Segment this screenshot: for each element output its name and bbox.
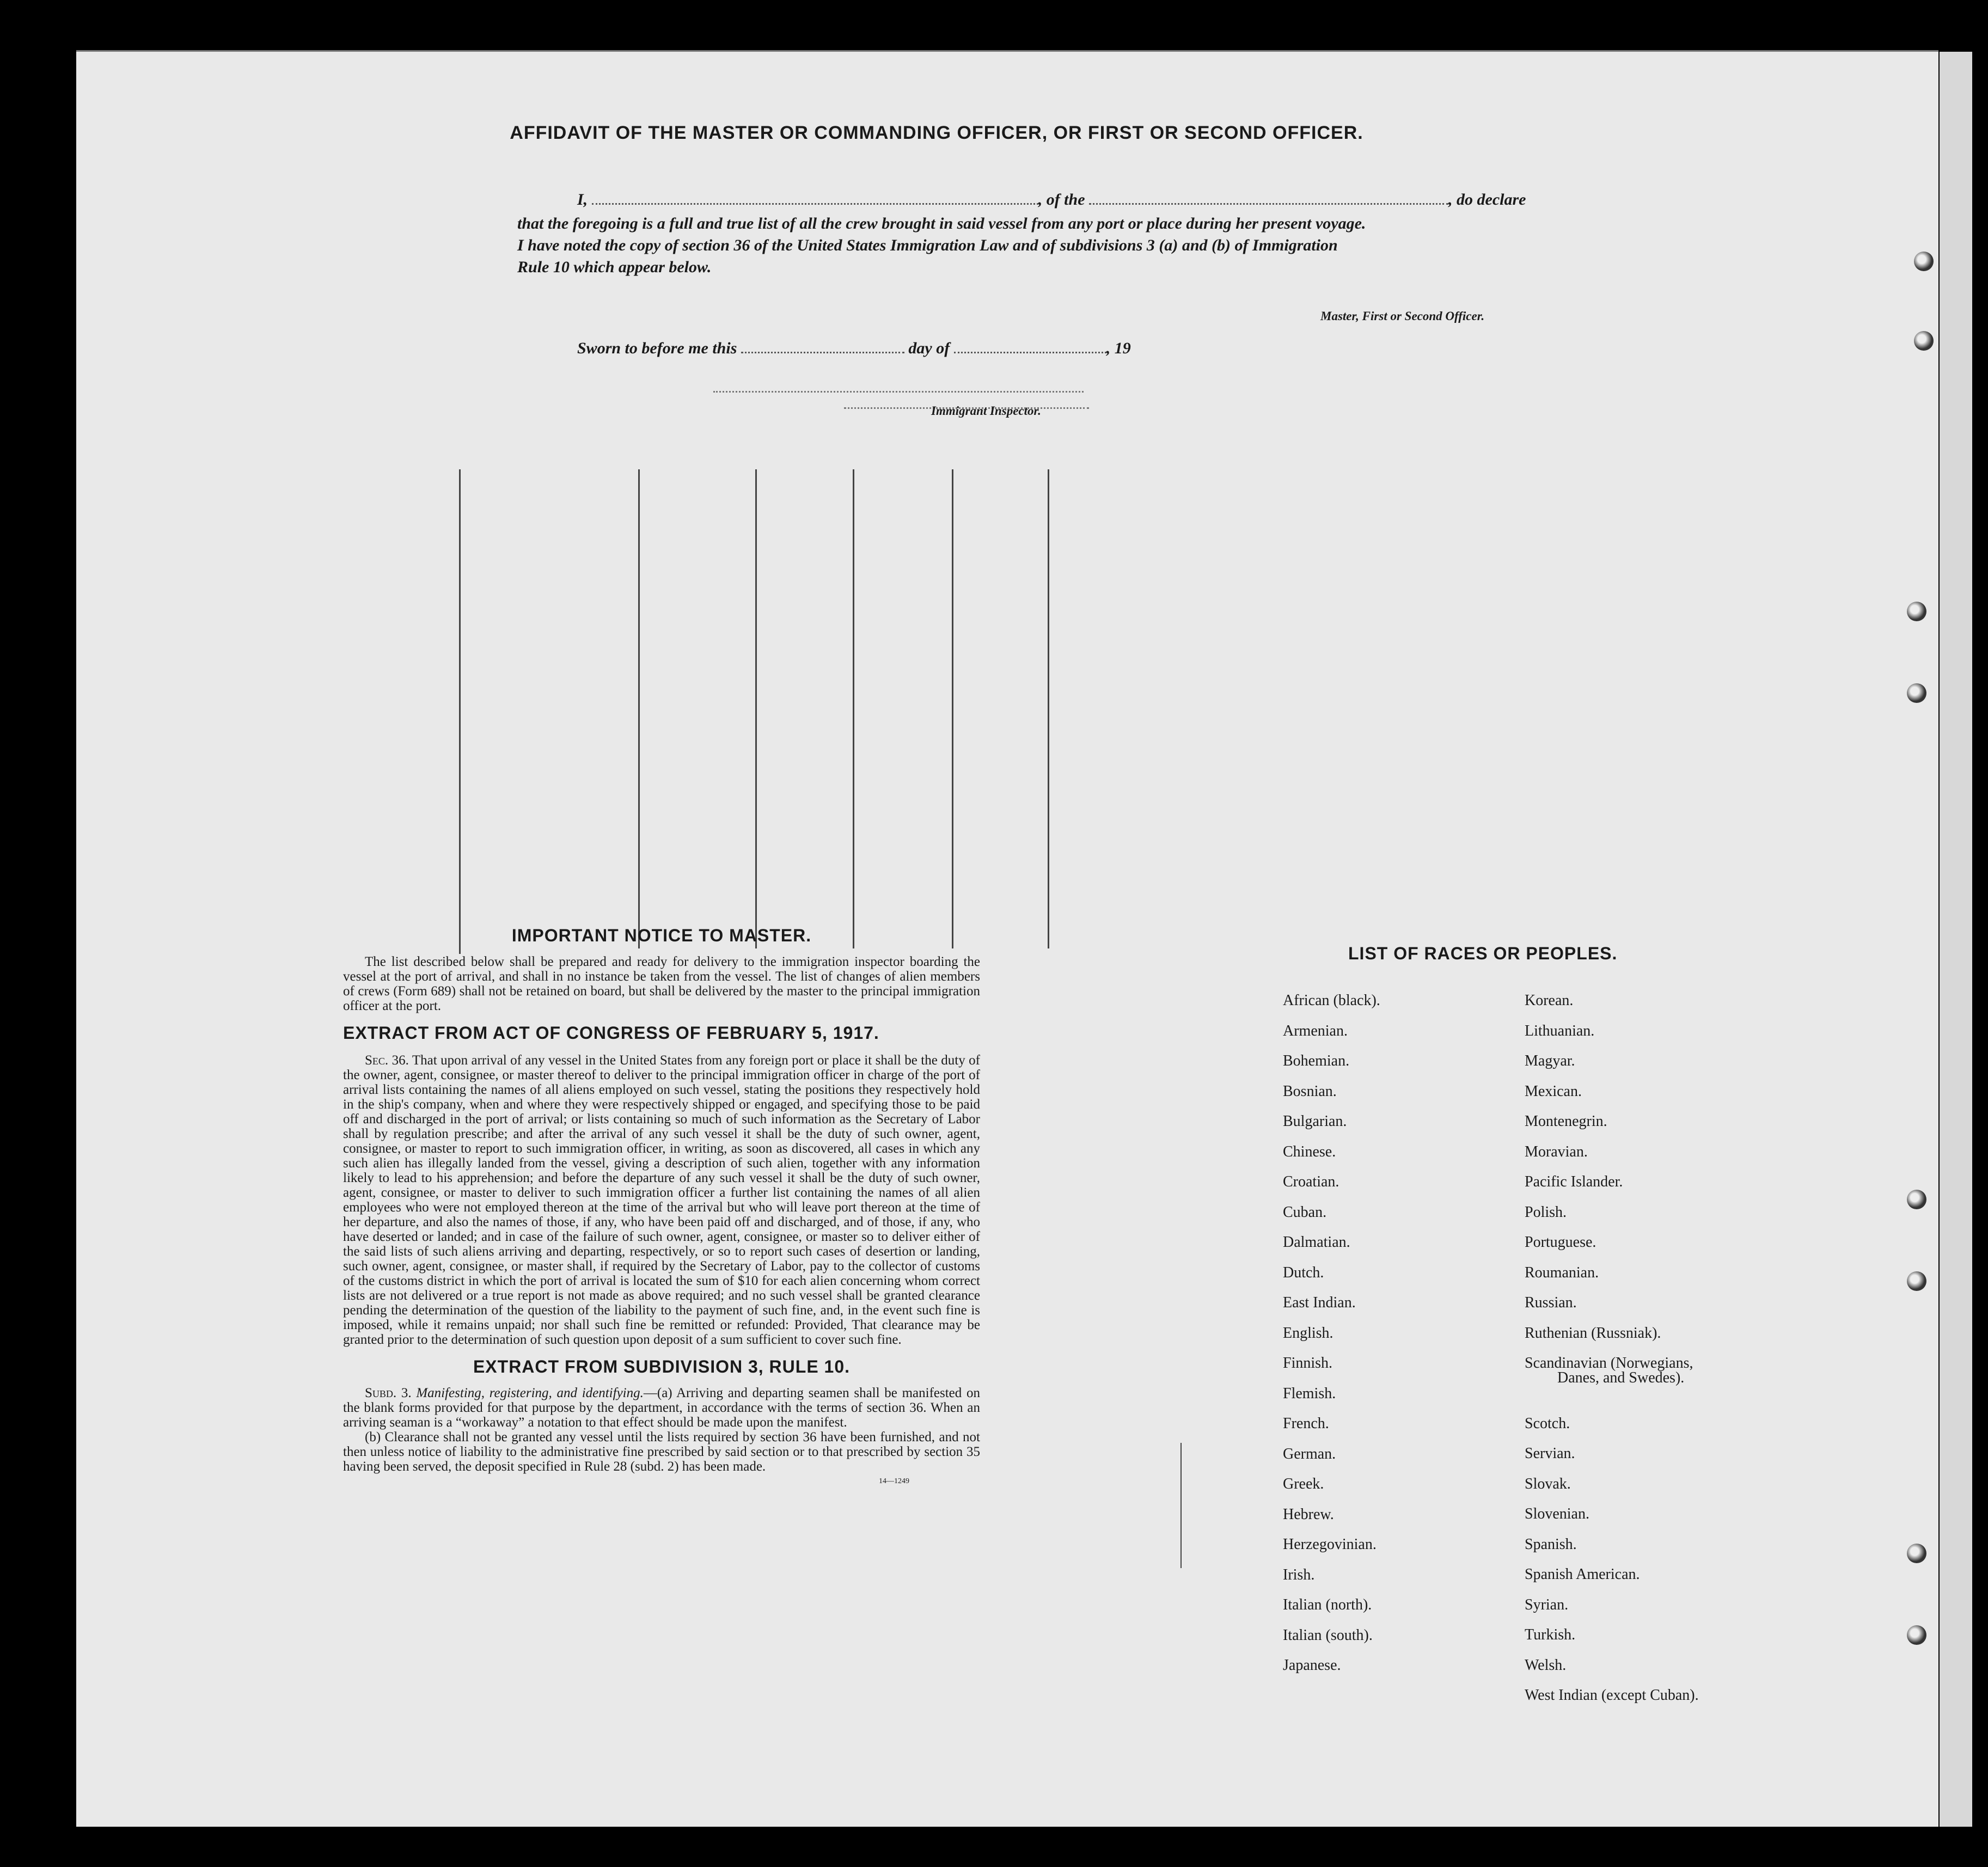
race-item: West Indian (except Cuban). xyxy=(1525,1687,1699,1704)
race-item: Croatian. xyxy=(1283,1173,1339,1190)
race-item: German. xyxy=(1283,1445,1336,1462)
races-title: LIST OF RACES OR PEOPLES. xyxy=(1348,944,1618,963)
affidavit-of-the: , of the xyxy=(1038,191,1085,209)
race-item: Danes, and Swedes). xyxy=(1557,1369,1685,1386)
year-label: , 19 xyxy=(1106,339,1131,357)
race-item: Scandinavian (Norwegians, xyxy=(1525,1355,1693,1372)
act-text xyxy=(343,1053,980,1347)
race-item: Bulgarian. xyxy=(1283,1113,1347,1130)
column-rule xyxy=(638,469,640,948)
race-item: Polish. xyxy=(1525,1203,1567,1221)
race-item: Moravian. xyxy=(1525,1143,1588,1160)
race-item: Armenian. xyxy=(1283,1022,1348,1039)
race-item: Japanese. xyxy=(1283,1657,1341,1674)
affidavit-line-2: that the foregoing is a full and true list of all the crew brought in said vessel from any port or place during her present voyage. xyxy=(517,215,1366,232)
race-item: Greek. xyxy=(1283,1476,1324,1492)
affidavit-line-4: Rule 10 which appear below. xyxy=(517,258,712,276)
race-item: Montenegrin. xyxy=(1525,1113,1607,1130)
act-body: That upon arrival of any vessel in the United States from any foreign port or place it shall be the duty of the owner, agent, consignee, or master thereof to deliver to the principal immigration officer in charge of the port of arrival lists containing the names of all aliens employed on such vessel, stating the positions they respectively hold in the ship's company, when and where they were respectively shipped or engaged, and specifying those to be paid off and discharged in the port of arrival; or lists containing so much of such information as the Secretary of Labor shall by regulation prescribe; and after the arrival of any such vessel it shall be the duty of such owner, agent, consignee, or master to report to such immigration officer, in writing, as soon as discovered, all cases in which any such alien has illegally landed from the vessel, giving a description of such alien, together with any information likely to lead to his apprehension; and before the departure of any such vessel it shall be the duty of such owner, agent, consignee, or master to deliver to such immigration officer a further list containing the names of all alien employees who were not employed thereon at the time of the arrival but who will leave port thereon at the time of her departure, and also the names of those, if any, who have been paid off and discharged, and of those, if any, who have deserted or landed; and in case of the failure of such owner, agent, consignee, or master so to deliver either of the said lists of such aliens arriving and departing, respectively, or so to report such cases of desertion or landing, such owner, agent, consignee, or master shall, if required by the Secretary of Labor, pay to the collector of customs of the customs district in which the port of arrival is located the sum of $10 for each alien concerning whom correct lists are not delivered or a true report is not made as above required; and no such vessel shall be granted clearance pending the determination of the question of the liability to the payment of such fine, and, in the event such fine is imposed, while it remains unpaid; nor shall such fine be remitted or refunded: Provided, That clearance may be granted prior to the determination of such question upon deposit of a sum sufficient to cover such fine. xyxy=(343,1053,980,1347)
race-item: Dutch. xyxy=(1283,1264,1324,1281)
race-item: Chinese. xyxy=(1283,1143,1336,1160)
column-rule xyxy=(1180,1443,1182,1568)
binding-hole-icon xyxy=(1907,1625,1926,1645)
race-item: Ruthenian (Russniak). xyxy=(1525,1324,1661,1342)
race-item: Bosnian. xyxy=(1283,1082,1337,1100)
day-of-label: day of xyxy=(908,339,950,357)
affidavit-title: AFFIDAVIT OF THE MASTER OR COMMANDING OFFICER, OR FIRST OR SECOND OFFICER. xyxy=(510,123,1363,143)
notice-text: The list described below shall be prepared and ready for delivery to the immigration inspector boarding the vessel at the port of arrival, and shall in no instance be taken from the vessel. The list of changes of alien members of crews (Form 689) shall not be retained on board, but shall be delivered by the master to the principal immigration officer at the port. xyxy=(343,954,980,1013)
race-item: Russian. xyxy=(1525,1294,1577,1311)
affidavit-line-3: I have noted the copy of section 36 of the United States Immigration Law and of subdivisions 3 (a) and (b) of Immigration xyxy=(517,236,1338,254)
race-item: Italian (south). xyxy=(1283,1626,1373,1644)
race-item: Welsh. xyxy=(1525,1656,1567,1674)
race-item: Slovak. xyxy=(1525,1475,1571,1492)
name-blank xyxy=(592,200,1038,205)
rule-text-b: (b) Clearance shall not be granted any vessel until the lists required by section 36 have been furnished, and not then unless notice of liability to the administrative fine prescribed by said section or to that prescribed by section 35 having been served, the deposit specified in Rule 28 (subd. 2) has been made. xyxy=(343,1430,980,1474)
binding-hole-icon xyxy=(1914,331,1934,351)
race-item: Bohemian. xyxy=(1283,1052,1350,1069)
act-title: EXTRACT FROM ACT OF CONGRESS OF FEBRUARY 5, 1917. xyxy=(343,1023,879,1043)
sworn-day-blank xyxy=(741,348,904,353)
binding-hole-icon xyxy=(1907,683,1926,703)
race-item: Portuguese. xyxy=(1525,1234,1596,1251)
affidavit-line-1 xyxy=(577,188,1579,212)
rule-title: EXTRACT FROM SUBDIVISION 3, RULE 10. xyxy=(473,1357,851,1376)
sheet-right-margin xyxy=(1940,52,1972,1827)
race-item: Syrian. xyxy=(1525,1596,1569,1613)
sworn-line xyxy=(577,336,1231,360)
affidavit-i-label: I, xyxy=(577,191,588,209)
race-item: Finnish. xyxy=(1283,1355,1333,1372)
notice-title: IMPORTANT NOTICE TO MASTER. xyxy=(511,926,812,945)
signature-label: Master, First or Second Officer. xyxy=(1320,309,1485,323)
vessel-blank xyxy=(1089,200,1448,205)
race-item: Herzegovinian. xyxy=(1283,1536,1377,1553)
race-item: East Indian. xyxy=(1283,1294,1356,1311)
race-item: Italian (north). xyxy=(1283,1596,1372,1613)
race-item: Roumanian. xyxy=(1525,1264,1599,1281)
inspector-signature-line xyxy=(713,391,1084,393)
race-item: English. xyxy=(1283,1324,1334,1342)
inspector-label: Immigrant Inspector. xyxy=(931,404,1041,418)
race-item: Slovenian. xyxy=(1525,1505,1589,1522)
sworn-month-blank xyxy=(954,348,1106,353)
race-item: Pacific Islander. xyxy=(1525,1173,1623,1190)
race-item: Dalmatian. xyxy=(1283,1234,1350,1251)
rule-text-a xyxy=(343,1386,980,1430)
form-number: 14—1249 xyxy=(879,1477,909,1485)
binding-hole-icon xyxy=(1907,1544,1926,1563)
column-rule xyxy=(952,469,953,948)
race-item: Irish. xyxy=(1283,1566,1315,1583)
rule-subd-heading: Manifesting, registering, and identifying. xyxy=(416,1386,644,1400)
binding-hole-icon xyxy=(1907,1190,1926,1209)
column-rule xyxy=(459,469,461,954)
race-item: Scotch. xyxy=(1525,1415,1570,1432)
sworn-label: Sworn to before me this xyxy=(577,339,737,357)
race-item: Cuban. xyxy=(1283,1203,1327,1221)
race-item: Mexican. xyxy=(1525,1082,1582,1100)
race-item: African (black). xyxy=(1283,992,1380,1009)
binding-hole-icon xyxy=(1907,1271,1926,1291)
race-item: Spanish. xyxy=(1525,1535,1577,1553)
race-item: Magyar. xyxy=(1525,1052,1575,1069)
rule-body-a: —(a) Arriving and departing seamen shall be manifested on the blank forms provided for that purpose by the department, in accordance with the terms of section 36. When an arriving seaman is a “workaway” a notation to that effect should be made upon the manifest. xyxy=(343,1386,980,1430)
race-item: Lithuanian. xyxy=(1525,1022,1595,1039)
binding-hole-icon xyxy=(1907,602,1926,621)
column-rule xyxy=(1048,469,1049,948)
race-item: Korean. xyxy=(1525,992,1574,1009)
column-rule xyxy=(853,469,854,948)
affidavit-do-declare: , do declare xyxy=(1448,191,1526,209)
notice-section xyxy=(343,926,980,1486)
rule-subd-label: Subd. 3. xyxy=(365,1386,412,1400)
race-item: Flemish. xyxy=(1283,1385,1336,1402)
race-item: Spanish American. xyxy=(1525,1566,1640,1583)
race-item: Hebrew. xyxy=(1283,1505,1334,1523)
binding-hole-icon xyxy=(1914,252,1934,271)
race-item: French. xyxy=(1283,1415,1329,1432)
race-item: Servian. xyxy=(1525,1445,1575,1462)
column-rule xyxy=(755,469,757,948)
act-section-label: Sec. 36. xyxy=(365,1053,409,1068)
race-item: Turkish. xyxy=(1525,1626,1576,1643)
